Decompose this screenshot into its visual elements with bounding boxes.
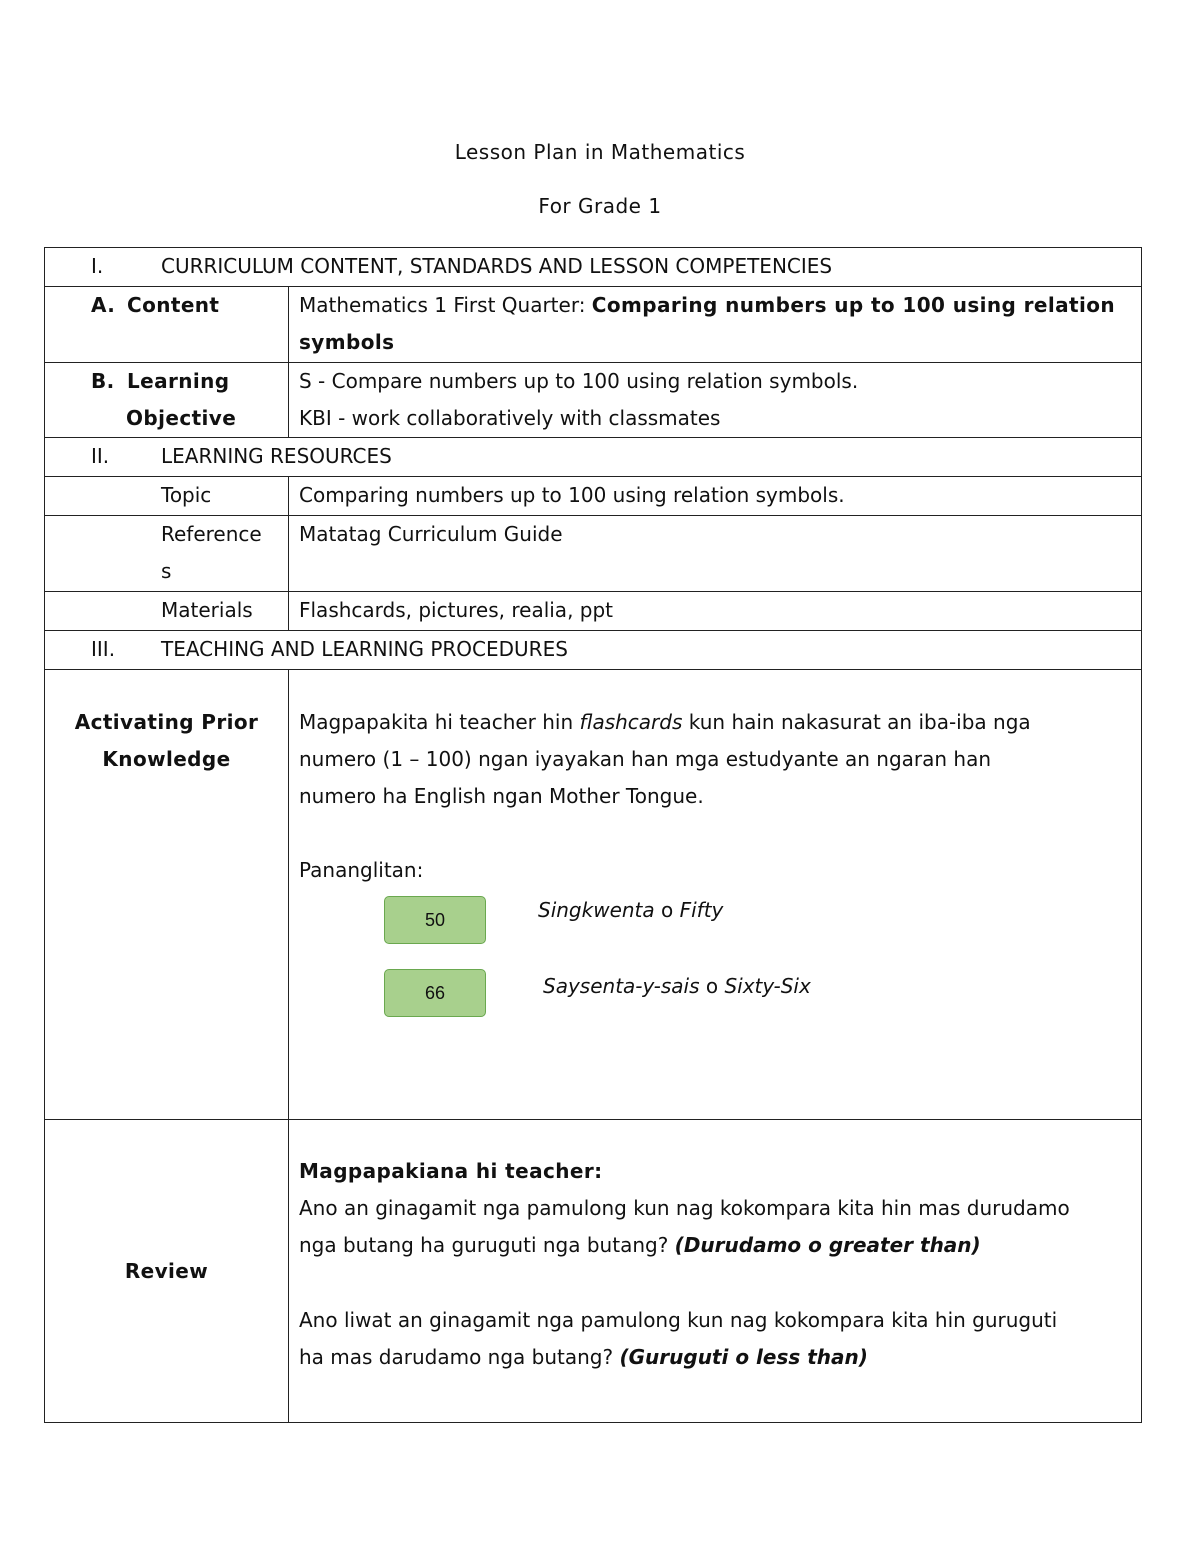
materials-value: Flashcards, pictures, realia, ppt	[289, 592, 1142, 631]
objective-label-line2: Objective	[126, 406, 237, 430]
content-number: A.	[91, 293, 116, 317]
materials-row	[45, 592, 1142, 631]
review-question1-line1: Ano an ginagamit nga pamulong kun nag kokompara kita hin mas durudamo	[299, 1196, 1070, 1220]
activating-row	[45, 670, 1142, 1120]
flashcard-66-reading: Saysenta-y-sais o Sixty-Six	[543, 974, 811, 998]
section-curriculum-header	[45, 248, 1142, 287]
objective-kbi: KBI - work collaboratively with classmates	[299, 406, 721, 430]
example-label: Pananglitan:	[299, 858, 424, 882]
document-subtitle: For Grade 1	[538, 194, 662, 218]
section-number: I.	[91, 254, 104, 278]
flashcard-66: 66	[384, 969, 486, 1017]
section-title: TEACHING AND LEARNING PROCEDURES	[161, 637, 568, 661]
topic-row	[45, 477, 1142, 516]
flashcard-50: 50	[384, 896, 486, 944]
objective-row	[45, 363, 1142, 438]
activating-label-line2: Knowledge	[102, 747, 231, 771]
flashcard-50-reading: Singkwenta o Fifty	[538, 898, 724, 922]
section-procedures-header	[45, 631, 1142, 670]
activating-text-line3: numero ha English ngan Mother Tongue.	[299, 784, 704, 808]
references-label-line2: s	[161, 559, 172, 583]
content-row	[45, 287, 1142, 363]
activating-text-line2: numero (1 – 100) ngan iyayakan han mga estudyante an ngaran han	[299, 747, 992, 771]
document-title: Lesson Plan in Mathematics	[454, 140, 746, 164]
references-row	[45, 516, 1142, 592]
review-label: Review	[45, 1120, 289, 1423]
activating-label-line1: Activating Prior	[74, 710, 259, 734]
review-question2-line1: Ano liwat an ginagamit nga pamulong kun nag kokompara kita hin guruguti	[299, 1308, 1058, 1332]
section-title: CURRICULUM CONTENT, STANDARDS AND LESSON COMPETENCIES	[161, 254, 833, 278]
review-question1-line2: nga butang ha guruguti nga butang? (Durudamo o greater than)	[299, 1233, 981, 1257]
activating-text-line1: Magpapakita hi teacher hin flashcards kun hain nakasurat an iba-iba nga	[299, 710, 1031, 734]
review-question2-line2: ha mas darudamo nga butang? (Guruguti o less than)	[299, 1345, 868, 1369]
section-resources-header	[45, 438, 1142, 477]
objective-label-line1: Learning	[127, 369, 230, 393]
section-title: LEARNING RESOURCES	[161, 444, 392, 468]
content-value-bold: Comparing numbers up to 100 using relation symbols	[299, 293, 1116, 354]
objective-number: B.	[91, 369, 115, 393]
references-label-line1: Reference	[161, 522, 262, 546]
content-label: Content	[127, 293, 220, 317]
references-value: Matatag Curriculum Guide	[289, 516, 1142, 592]
content-value-prefix: Mathematics 1 First Quarter:	[299, 293, 592, 317]
review-heading: Magpapakiana hi teacher:	[299, 1159, 603, 1183]
section-number: II.	[91, 444, 110, 468]
review-row	[45, 1120, 1142, 1423]
materials-label: Materials	[161, 598, 253, 622]
topic-value: Comparing numbers up to 100 using relation symbols.	[289, 477, 1142, 516]
objective-skill: S - Compare numbers up to 100 using relation symbols.	[299, 369, 859, 393]
topic-label: Topic	[161, 483, 212, 507]
lesson-plan-table	[44, 247, 1142, 1423]
section-number: III.	[91, 637, 116, 661]
